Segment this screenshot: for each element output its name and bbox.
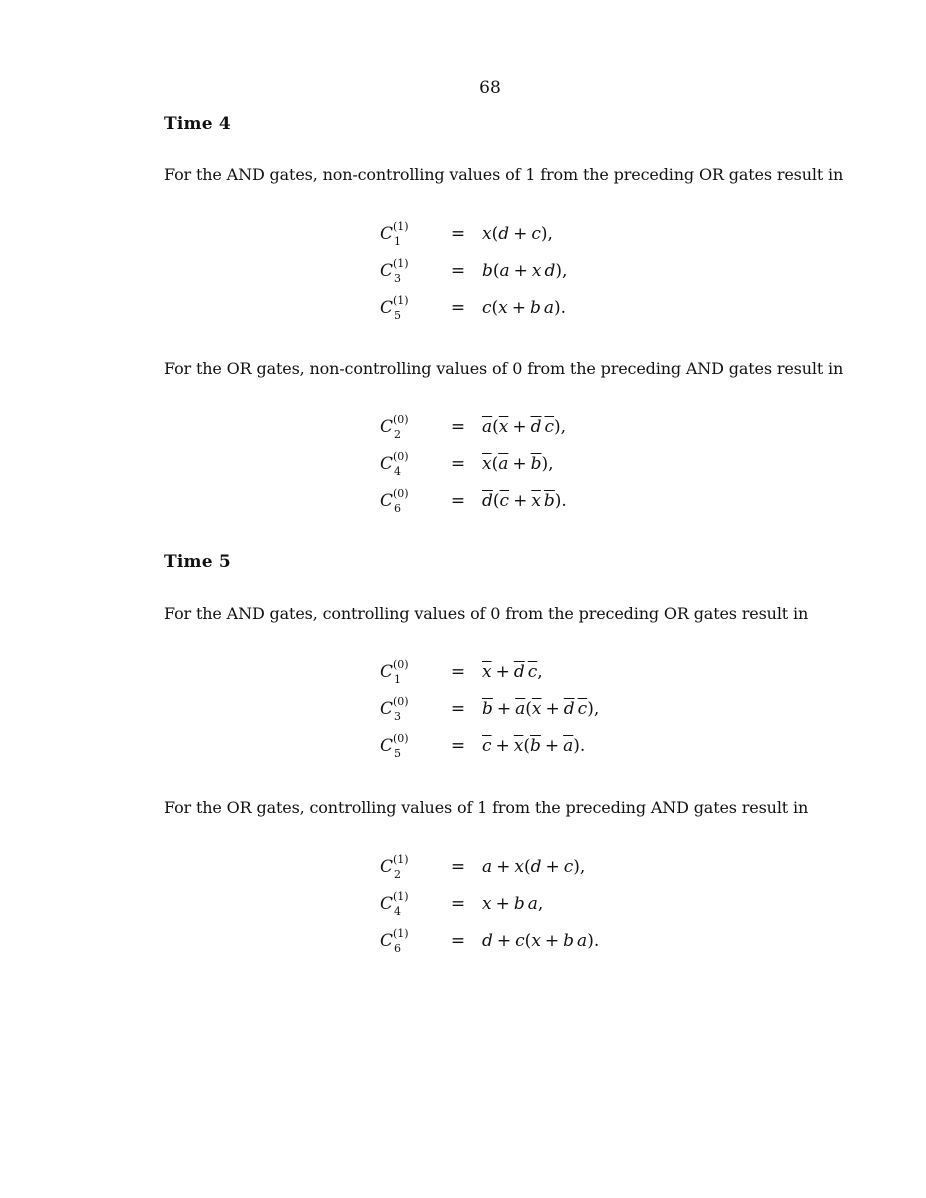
equation-rhs xyxy=(482,857,585,877)
equation-superscript: (1) xyxy=(393,294,409,307)
variable: a xyxy=(543,298,555,318)
paragraph-and-controlling: For the AND gates, controlling values of 0 from the preceding OR gates result in xyxy=(164,604,809,623)
equation-lhs xyxy=(380,220,435,252)
equation-rhs xyxy=(482,736,585,756)
punctuation: ( xyxy=(491,298,499,318)
equation-rhs xyxy=(482,491,567,511)
equals-sign: = xyxy=(450,298,466,318)
equation-rhs xyxy=(482,298,566,318)
equals-sign: = xyxy=(450,699,466,719)
variable: a xyxy=(482,857,493,877)
equation-subscript: 4 xyxy=(394,905,402,918)
equation-symbol: C xyxy=(380,699,394,719)
complemented-variable: $\overline{d}$ xyxy=(482,491,493,511)
variable: a xyxy=(577,931,588,951)
variable: d xyxy=(498,224,510,244)
equation-scripts xyxy=(393,257,415,289)
punctuation: ( xyxy=(492,261,500,281)
equation-lhs xyxy=(380,487,435,519)
equation-symbol: C xyxy=(380,224,394,244)
punctuation: ), xyxy=(587,699,600,719)
variable: c xyxy=(531,224,541,244)
complemented-variable: $\overline{d}$ xyxy=(513,662,525,682)
operator: + xyxy=(545,857,560,877)
variable: a xyxy=(527,894,538,914)
variable: c xyxy=(563,857,574,877)
complemented-variable: $\overline{b}$ xyxy=(530,736,541,756)
equation-symbol: C xyxy=(380,857,394,877)
equation-symbol: C xyxy=(380,894,394,914)
equation-lhs xyxy=(380,257,435,289)
punctuation: ( xyxy=(492,491,500,511)
equation-symbol: C xyxy=(380,662,394,682)
equals-sign: = xyxy=(450,736,466,756)
equation-subscript: 6 xyxy=(394,942,402,955)
equals-sign: = xyxy=(450,931,466,951)
variable: b xyxy=(513,894,525,914)
equation-rhs xyxy=(482,417,566,437)
operator: + xyxy=(496,699,512,719)
punctuation: ), xyxy=(541,454,554,474)
operator: + xyxy=(495,662,510,682)
operator: + xyxy=(512,417,527,437)
equals-sign: = xyxy=(450,454,466,474)
complemented-variable: $\overline{d}$ xyxy=(563,699,575,719)
variable: d xyxy=(482,931,493,951)
equation-superscript: (0) xyxy=(393,450,409,463)
equation-superscript: (0) xyxy=(393,695,409,708)
equation-subscript: 5 xyxy=(394,309,402,322)
operator: + xyxy=(513,491,528,511)
equation-superscript: (1) xyxy=(393,853,409,866)
equals-sign: = xyxy=(450,894,466,914)
equation-scripts xyxy=(393,658,415,690)
equation-superscript: (0) xyxy=(393,658,409,671)
complemented-variable: $\overline{b}$ xyxy=(530,454,542,474)
variable: a xyxy=(499,261,510,281)
equals-sign: = xyxy=(450,662,466,682)
complemented-variable: $\overline{a}$ xyxy=(515,699,526,719)
punctuation: ). xyxy=(573,736,586,756)
equation-lhs xyxy=(380,853,435,885)
complemented-variable: $\overline{a}$ xyxy=(482,417,493,437)
punctuation: ( xyxy=(492,417,499,437)
equation-rhs xyxy=(482,662,543,682)
equation-scripts xyxy=(393,450,415,482)
variable: b xyxy=(563,931,575,951)
operator: + xyxy=(512,454,527,474)
equals-sign: = xyxy=(450,224,466,244)
equation-rhs xyxy=(482,224,553,244)
equation-lhs xyxy=(380,732,435,764)
equals-sign: = xyxy=(450,417,466,437)
section-heading-time-5: Time 5 xyxy=(164,552,231,572)
variable: x xyxy=(482,224,492,244)
punctuation: ), xyxy=(573,857,586,877)
punctuation: ( xyxy=(491,454,499,474)
equation-rhs xyxy=(482,894,543,914)
equals-sign: = xyxy=(450,491,466,511)
equation-lhs xyxy=(380,927,435,959)
complemented-variable: $\overline{x}$ xyxy=(513,736,524,756)
variable: d xyxy=(530,857,542,877)
equation-superscript: (0) xyxy=(393,487,409,500)
complemented-variable: $\overline{x}$ xyxy=(531,699,542,719)
equation-lhs xyxy=(380,890,435,922)
equation-lhs xyxy=(380,695,435,727)
equation-subscript: 1 xyxy=(394,235,402,248)
complemented-variable: $\overline{x}$ xyxy=(482,662,492,682)
complemented-variable: $\overline{a}$ xyxy=(498,454,509,474)
equation-symbol: C xyxy=(380,454,394,474)
equation-subscript: 4 xyxy=(394,465,402,478)
equation-superscript: (0) xyxy=(393,413,409,426)
operator: + xyxy=(545,699,560,719)
complemented-variable: $\overline{c}$ xyxy=(482,736,492,756)
equation-lhs xyxy=(380,413,435,445)
complemented-variable: $\overline{d}$ xyxy=(530,417,542,437)
operator: + xyxy=(495,894,510,914)
operator: + xyxy=(496,857,511,877)
equation-subscript: 3 xyxy=(394,272,402,285)
equation-lhs xyxy=(380,658,435,690)
variable: x xyxy=(482,894,492,914)
operator: + xyxy=(511,298,527,318)
equation-subscript: 2 xyxy=(394,428,402,441)
paragraph-or-noncontrolling: For the OR gates, non-controlling values of 0 from the preceding AND gates result in xyxy=(164,359,844,378)
equation-superscript: (0) xyxy=(393,732,409,745)
equation-superscript: (1) xyxy=(393,890,409,903)
equation-scripts xyxy=(393,220,415,252)
punctuation: ). xyxy=(554,491,567,511)
variable: x xyxy=(498,298,508,318)
variable: b xyxy=(530,298,541,318)
section-heading-time-4: Time 4 xyxy=(164,114,231,134)
equation-rhs xyxy=(482,931,599,951)
equation-subscript: 3 xyxy=(394,710,402,723)
complemented-variable: $\overline{b}$ xyxy=(543,491,555,511)
operator: + xyxy=(513,224,528,244)
equation-rhs xyxy=(482,261,567,281)
punctuation: ), xyxy=(540,224,553,244)
equation-symbol: C xyxy=(380,298,394,318)
punctuation: ( xyxy=(525,699,532,719)
page-number: 68 xyxy=(479,78,501,98)
equation-scripts xyxy=(393,413,415,445)
punctuation: ( xyxy=(523,736,531,756)
equation-lhs xyxy=(380,450,435,482)
punctuation: ), xyxy=(555,261,568,281)
equation-subscript: 2 xyxy=(394,868,402,881)
variable: x xyxy=(531,931,541,951)
punctuation: ( xyxy=(491,224,499,244)
operator: + xyxy=(496,931,512,951)
equation-subscript: 6 xyxy=(394,502,402,515)
equation-symbol: C xyxy=(380,736,394,756)
equation-superscript: (1) xyxy=(393,927,409,940)
punctuation: ), xyxy=(554,417,567,437)
equation-scripts xyxy=(393,890,415,922)
variable: x xyxy=(531,261,542,281)
equation-symbol: C xyxy=(380,417,394,437)
punctuation: ). xyxy=(554,298,567,318)
punctuation: ( xyxy=(524,931,532,951)
equation-rhs xyxy=(482,699,599,719)
variable: b xyxy=(482,261,493,281)
punctuation: ). xyxy=(587,931,600,951)
equation-symbol: C xyxy=(380,261,394,281)
punctuation: , xyxy=(537,894,544,914)
complemented-variable: $\overline{c}$ xyxy=(499,491,510,511)
equation-symbol: C xyxy=(380,491,394,511)
complemented-variable: $\overline{x}$ xyxy=(531,491,541,511)
operator: + xyxy=(544,736,560,756)
operator: + xyxy=(513,261,528,281)
operator: + xyxy=(495,736,510,756)
equation-scripts xyxy=(393,732,415,764)
punctuation: , xyxy=(537,662,543,682)
equation-scripts xyxy=(393,294,415,326)
variable: c xyxy=(482,298,492,318)
equals-sign: = xyxy=(450,857,466,877)
equation-lhs xyxy=(380,294,435,326)
variable: d xyxy=(544,261,556,281)
equation-scripts xyxy=(393,853,415,885)
paragraph-or-controlling: For the OR gates, controlling values of 1 from the preceding AND gates result in xyxy=(164,798,809,817)
variable: x xyxy=(514,857,524,877)
equation-symbol: C xyxy=(380,931,394,951)
complemented-variable: $\overline{c}$ xyxy=(527,662,538,682)
complemented-variable: $\overline{x}$ xyxy=(482,454,492,474)
paragraph-and-noncontrolling: For the AND gates, non-controlling values of 1 from the preceding OR gates result in xyxy=(164,165,844,184)
complemented-variable: $\overline{b}$ xyxy=(482,699,493,719)
equation-scripts xyxy=(393,487,415,519)
equation-superscript: (1) xyxy=(393,220,409,233)
operator: + xyxy=(544,931,560,951)
complemented-variable: $\overline{c}$ xyxy=(577,699,588,719)
equation-scripts xyxy=(393,927,415,959)
equation-scripts xyxy=(393,695,415,727)
punctuation: ( xyxy=(523,857,531,877)
equals-sign: = xyxy=(450,261,466,281)
complemented-variable: $\overline{a}$ xyxy=(563,736,574,756)
complemented-variable: $\overline{c}$ xyxy=(544,417,555,437)
equation-subscript: 5 xyxy=(394,747,402,760)
equation-subscript: 1 xyxy=(394,673,402,686)
equation-superscript: (1) xyxy=(393,257,409,270)
equation-rhs xyxy=(482,454,554,474)
variable: c xyxy=(515,931,525,951)
complemented-variable: $\overline{x}$ xyxy=(498,417,509,437)
